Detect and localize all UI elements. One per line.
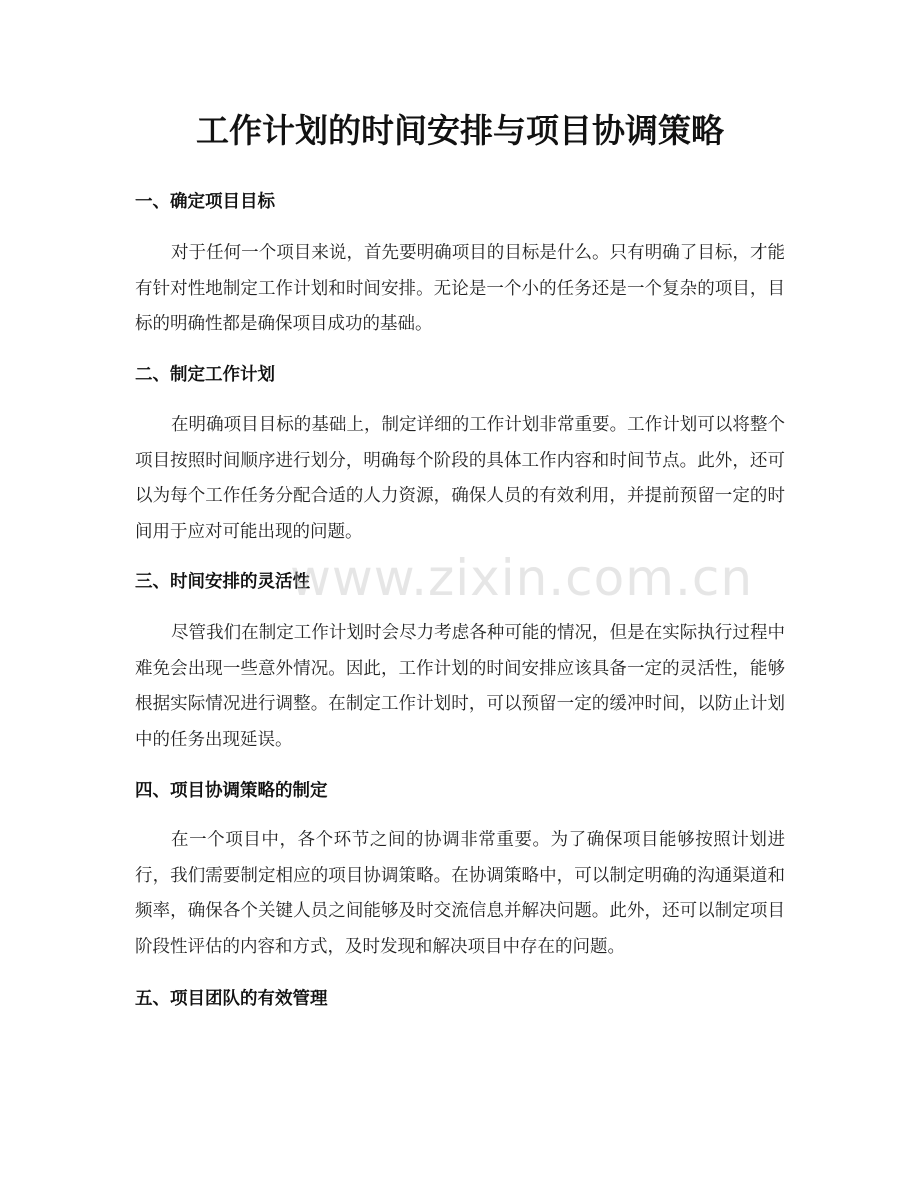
section-heading-2: 二、制定工作计划 — [135, 365, 275, 385]
section-heading-1: 一、确定项目目标 — [135, 192, 275, 212]
watermark: www.zixin.com.cn — [290, 549, 754, 607]
section-heading-3: 三、时间安排的灵活性 — [135, 572, 310, 592]
section-heading-4: 四、项目协调策略的制定 — [135, 781, 328, 801]
section-paragraph-1: 对于任何一个项目来说，首先要明确项目的目标是什么。只有明确了目标，才能有针对性地制定工作计划和时间安排。无论是一个小的任务还是一个复杂的项目，目标的明确性都是确保项目成功的基础。 — [135, 243, 785, 334]
section-paragraph-4: 在一个项目中，各个环节之间的协调非常重要。为了确保项目能够按照计划进行，我们需要制定相应的项目协调策略。在协调策略中，可以制定明确的沟通渠道和频率，确保各个关键人员之间能够及时交流信息并解决问题。此外，还可以制定项目阶段性评估的内容和方式，及时发现和解决项目中存在的问题。 — [135, 830, 785, 957]
document-title: 工作计划的时间安排与项目协调策略 — [196, 111, 724, 150]
section-paragraph-2: 在明确项目目标的基础上，制定详细的工作计划非常重要。工作计划可以将整个项目按照时间顺序进行划分，明确每个阶段的具体工作内容和时间节点。此外，还可以为每个工作任务分配合适的人力资源，确保人员的有效利用，并提前预留一定的时间用于应对可能出现的问题。 — [135, 415, 785, 542]
section-heading-5: 五、项目团队的有效管理 — [135, 989, 328, 1009]
section-paragraph-3: 尽管我们在制定工作计划时会尽力考虑各种可能的情况，但是在实际执行过程中难免会出现一些意外情况。因此，工作计划的时间安排应该具备一定的灵活性，能够根据实际情况进行调整。在制定工作计划时，可以预留一定的缓冲时间，以防止计划中的任务出现延误。 — [135, 623, 785, 750]
